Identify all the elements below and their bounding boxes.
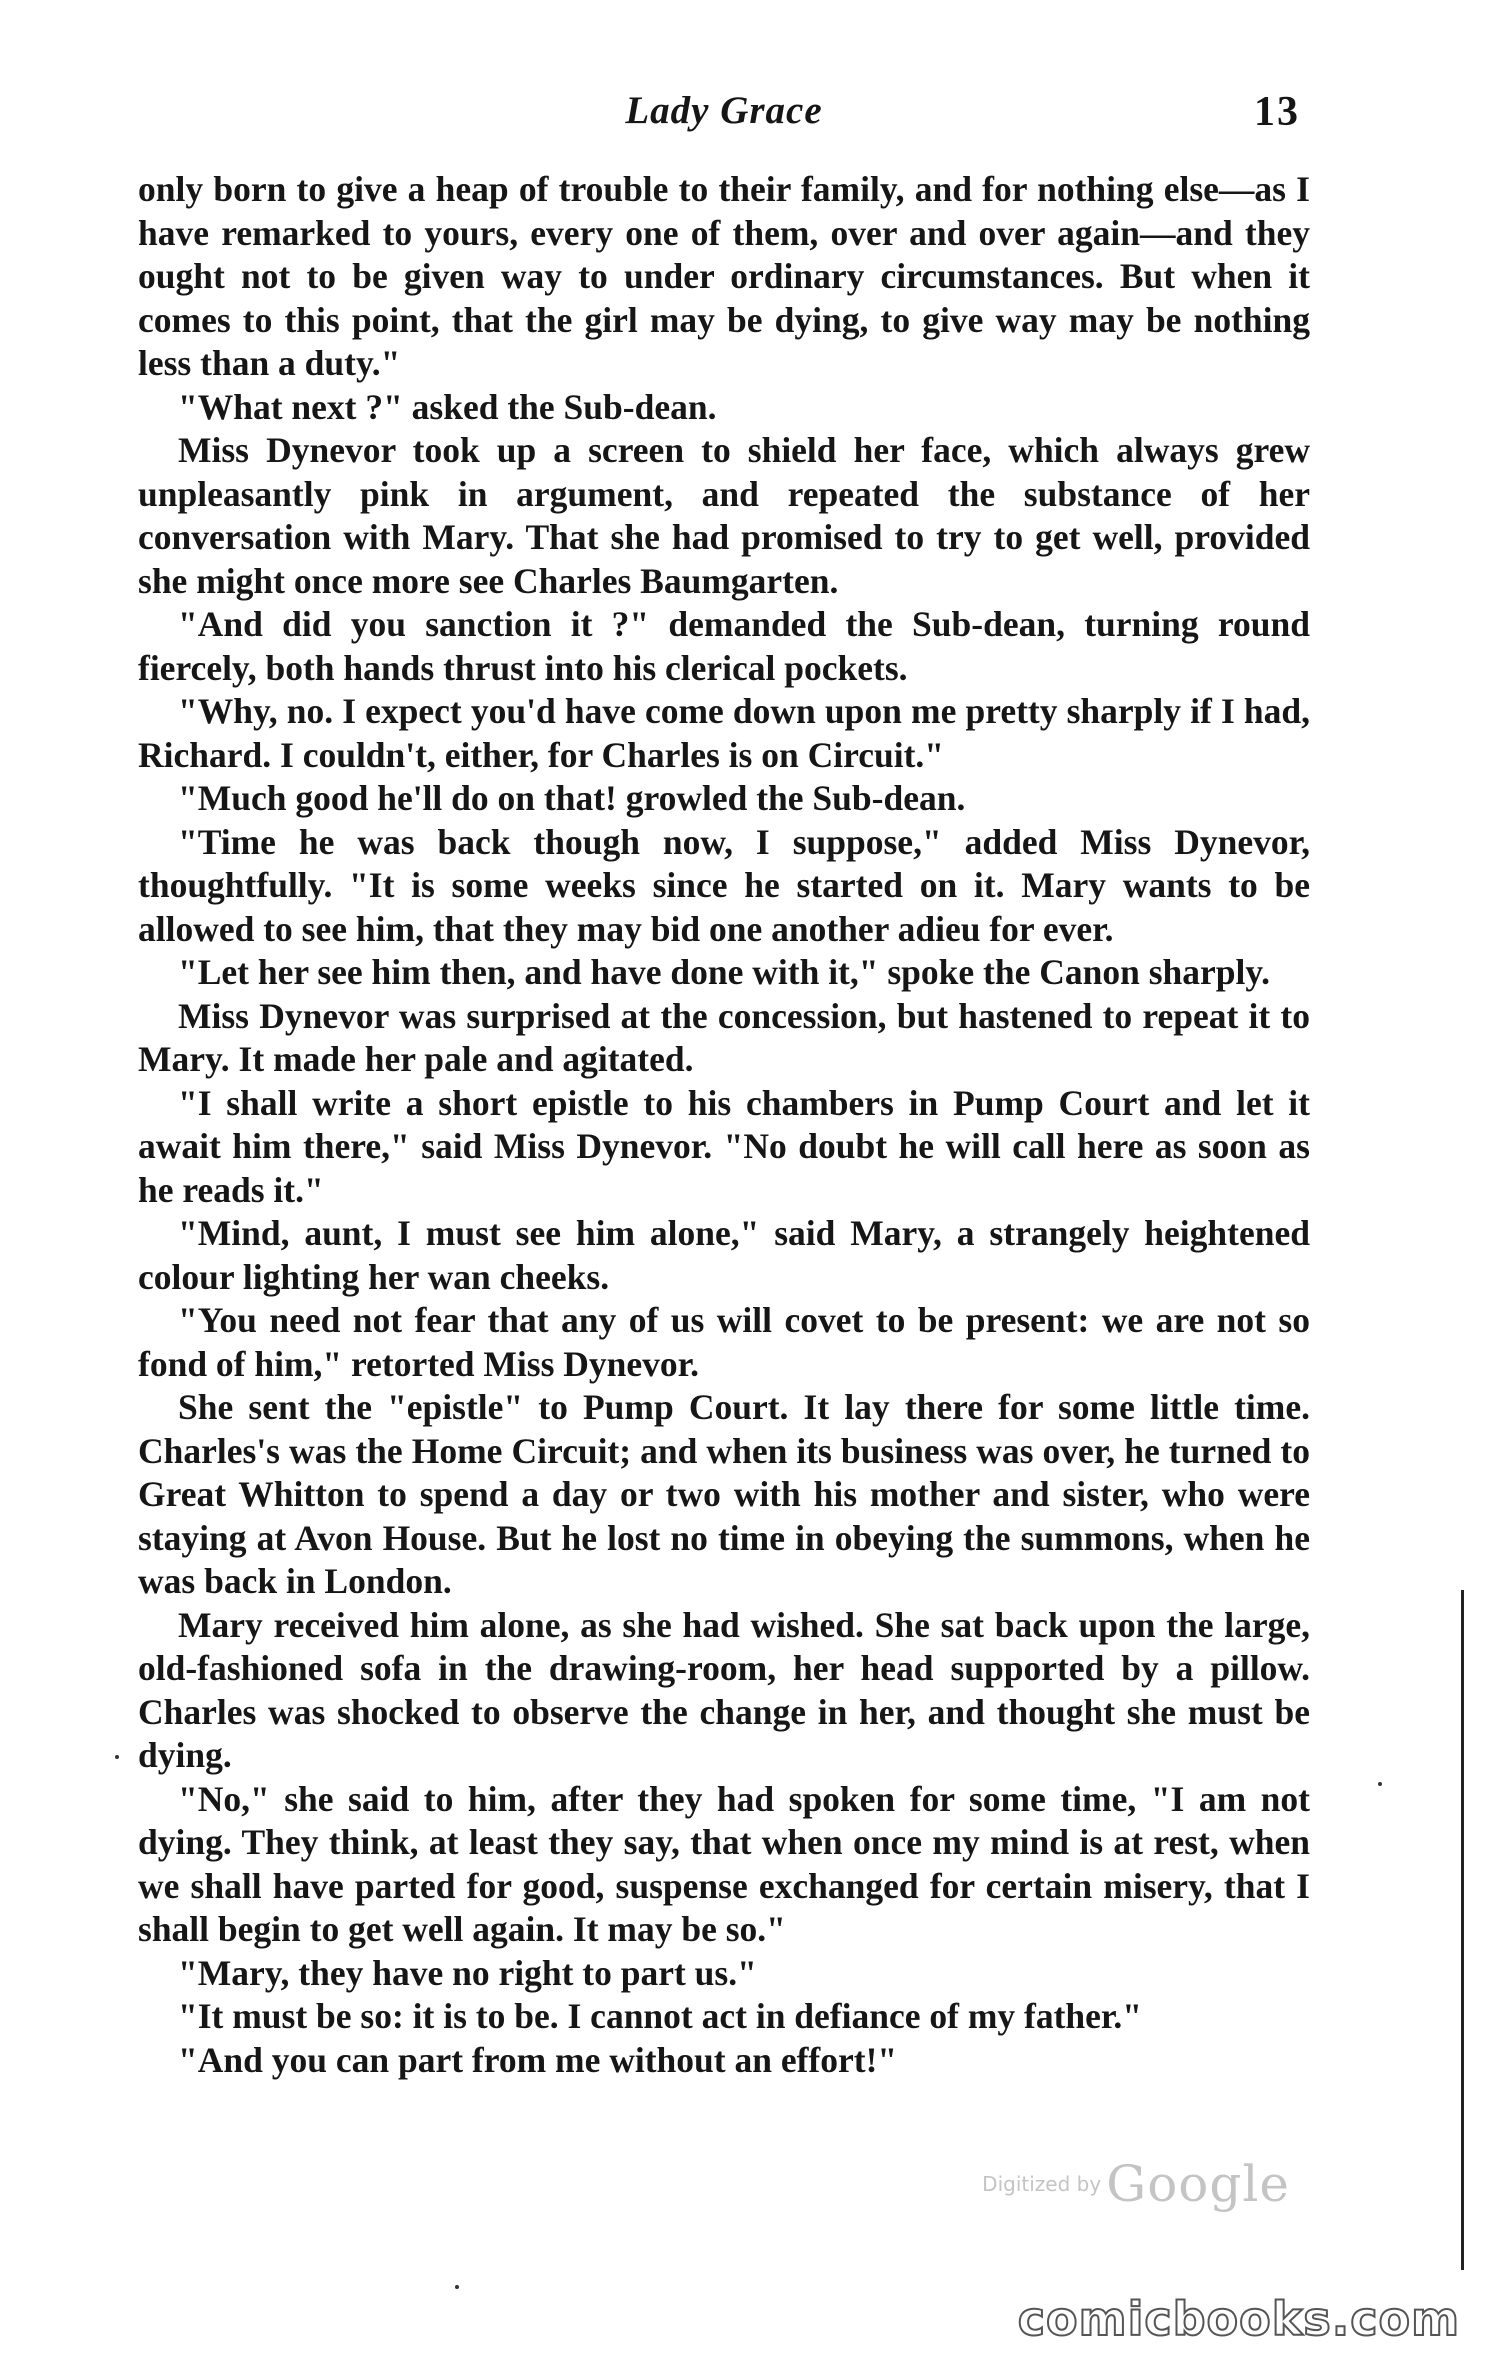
paragraph: "What next ?" asked the Sub-dean. [178, 386, 717, 427]
paragraph: "Let her see him then, and have done with it," spoke the Canon sharply. [178, 952, 1271, 992]
paragraph: "And did you sanction it ?" demanded the Sub-dean, turning round fiercely, both hands thrust into his clerical pockets. [138, 604, 1310, 688]
watermark-brand-logo: Google [1106, 2155, 1290, 2213]
paragraph: "Much good he'll do on that! growled the Sub-dean. [178, 778, 966, 818]
paragraph: "Why, no. I expect you'd have come down upon me pretty sharply if I had, Richard. I couldn't, either, for Charles is on Circuit." [138, 691, 1310, 775]
paragraph: "Time he was back though now, I suppose," added Miss Dynevor, thoughtfully. "It is some weeks since he started on it. Mary wants to be allowed to see him, that they may bid one another adieu for ever. [138, 821, 1310, 949]
scan-speck [1378, 1782, 1382, 1786]
digitized-watermark [982, 2155, 1290, 2213]
site-watermark-logo: comicbooks.com [1017, 2292, 1460, 2346]
paragraph: "I shall write a short epistle to his chambers in Pump Court and let it await him there," said Miss Dynevor. "No doubt he will call here as soon as he reads it." [138, 1082, 1310, 1210]
scan-speck [455, 2285, 459, 2289]
scan-speck [115, 1755, 119, 1759]
running-title: Lady Grace [625, 89, 823, 132]
paragraph: only born to give a heap of trouble to their family, and for nothing else—as I have remarked to yours, every one of them, over and over again—and they ought not to be given way to under ordinary circumstances. But when it comes to this point, that the girl may be dying, to give way may be nothing less than a duty." [138, 169, 1310, 383]
page-header [138, 88, 1310, 148]
paragraph: "And you can part from me without an effort!" [178, 2039, 898, 2080]
paragraph: "No," she said to him, after they had spoken for some time, "I am not dying. They think, at least they say, that when once my mind is at rest, when we shall have parted for good, suspense exchanged for certain misery, that I shall begin to get well again. It may be so." [138, 1778, 1310, 1949]
watermark-prefix: Digitized by [982, 2172, 1102, 2196]
paragraph: Miss Dynevor was surprised at the concession, but hastened to repeat it to Mary. It made her pale and agitated. [138, 995, 1310, 1079]
page-number: 13 [1254, 89, 1300, 135]
paragraph: Miss Dynevor took up a screen to shield her face, which always grew unpleasantly pink in argument, and repeated the substance of her conversation with Mary. That she had promised to try to get well, provided she might once more see Charles Baumgarten. [138, 430, 1310, 601]
paragraph: Mary received him alone, as she had wished. She sat back upon the large, old-fashioned sofa in the drawing-room, her head supported by a pillow. Charles was shocked to observe the change in her, and thought she must be dying. [138, 1604, 1310, 1775]
paragraph: "Mary, they have no right to part us." [178, 1952, 757, 1993]
body-text [138, 168, 1310, 2082]
paragraph: "It must be so: it is to be. I cannot act in defiance of my father." [178, 1996, 1142, 2036]
paragraph: "You need not fear that any of us will covet to be present: we are not so fond of him," retorted Miss Dynevor. [138, 1300, 1310, 1384]
page-edge-line [1461, 1590, 1464, 2270]
paragraph: She sent the "epistle" to Pump Court. It lay there for some little time. Charles's was the Home Circuit; and when its business was over, he turned to Great Whitton to spend a day or two with his mother and sister, who were staying at Avon House. But he lost no time in obeying the summons, when he was back in London. [138, 1387, 1310, 1601]
paragraph: "Mind, aunt, I must see him alone," said Mary, a strangely heightened colour lighting her wan cheeks. [138, 1213, 1310, 1297]
